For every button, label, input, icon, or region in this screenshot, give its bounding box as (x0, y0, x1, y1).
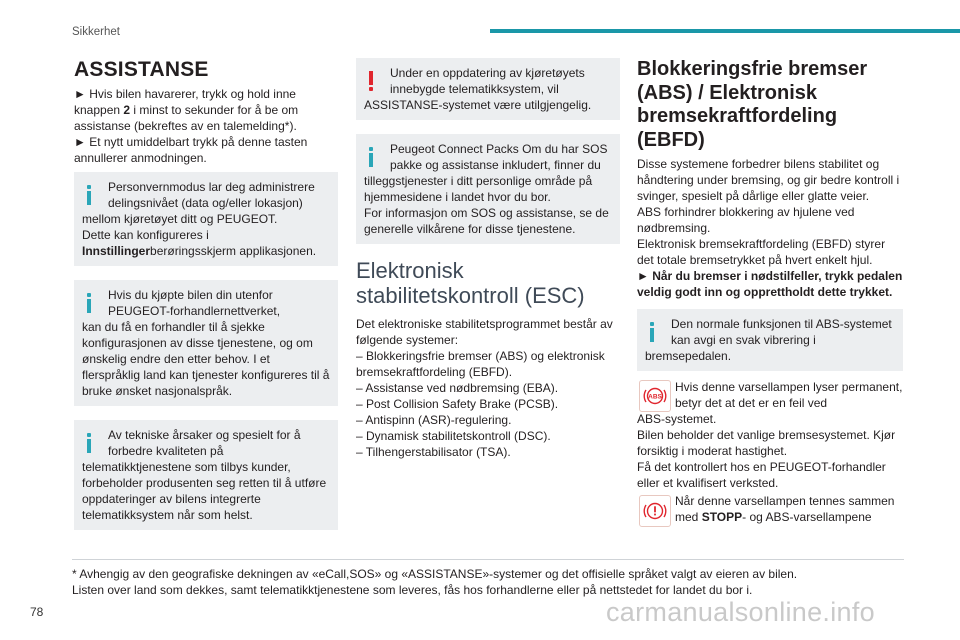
column-abs (637, 58, 903, 525)
abs-warning-lamp-icon (639, 380, 671, 412)
info-icon (83, 433, 95, 455)
info-icon (365, 147, 377, 169)
abs-instruction: ► Når du bremser i nødstilfeller, trykk pedalen veldig godt inn og opprettholdt dette trykket. (637, 269, 903, 299)
list-item: – Blokkeringsfrie bremser (ABS) og elektronisk bremsekraftfordeling (EBFD). (356, 349, 605, 379)
list-item: – Dynamisk stabilitetskontroll (DSC). (356, 429, 551, 443)
abs-title: Blokkeringsfrie bremser (ABS) / Elektronisk bremsekraftfordeling (EBFD) (637, 58, 868, 151)
watermark: carmanualsonline.info (606, 597, 875, 627)
svg-text:ABS: ABS (648, 393, 662, 401)
info-icon (646, 322, 658, 344)
page-number: 78 (30, 605, 44, 619)
warning-icon (365, 71, 377, 93)
header-accent-bar (490, 29, 960, 33)
update-warning-note: Under en oppdatering av kjøretøyets innebygde telematikksystem, vil ASSISTANSE-systemet være utilgjengelig. (356, 58, 620, 120)
column-assistance (74, 58, 338, 544)
brake-warning-lamp-icon (639, 495, 671, 527)
dealer-network-note: Hvis du kjøpte bilen din utenfor PEUGEOT-forhandlernettverket, kan du få en forhandler til å sjekke konfigurasjonen av disse tjenestene, og om ønskelig endre den etter behov. I et flerspråklig land kan tjenester konfigureres til å bruke ønsket nasjonalspråk. (74, 280, 338, 406)
esc-title: Elektronisk stabilitetskontroll (ESC) (356, 258, 585, 308)
brake-lamp-block: Når denne varsellampen tennes sammen med STOPP- og ABS-varsellampene (637, 493, 903, 525)
esc-system-list (356, 348, 620, 460)
list-item: – Tilhengerstabilisator (TSA). (356, 445, 511, 459)
assistance-instruction-2: ► Et nytt umiddelbart trykk på denne tasten annullerer anmodningen. (74, 135, 308, 165)
abs-body: Disse systemene forbedrer bilens stabilitet og håndtering under bremsing, og gir bedre kontroll i svinger, spesielt på dårlige eller glatte veier. ABS forhindrer blokkering av hjulene ved nødbremsing. Elektronisk bremsekraftfordeling (EBFD) styrer det totale bremsetrykket på hvert enkelt hjul. (637, 157, 900, 267)
assistance-title: ASSISTANSE (74, 58, 209, 81)
section-header: Sikkerhet (72, 26, 120, 38)
assistance-instruction-1: ► Hvis bilen havarerer, trykk og hold inne knappen 2 i minst to sekunder for å be om assistanse (bekreftes av en talemelding*). (74, 87, 299, 133)
list-item: – Post Collision Safety Brake (PCSB). (356, 397, 559, 411)
updates-note: Av tekniske årsaker og spesielt for å forbedre kvaliteten på telematikktjenestene som tilbys kunder, forbeholder produsenten seg retten til å utføre oppdateringer av bilens integrerte telematikksystem når som helst. (74, 420, 338, 530)
list-item: – Antispinn (ASR)-regulering. (356, 413, 512, 427)
info-icon (83, 185, 95, 207)
privacy-note: Personvernmodus lar deg administrere delingsnivået (data og/eller lokasjon) mellom kjøretøyet ditt og PEUGEOT. Dette kan konfigureres i Innstillingerberøringsskjerm applikasjonen. (74, 172, 338, 266)
footnote: * Avhengig av den geografiske dekningen av «eCall,SOS» og «ASSISTANSE»-systemer og det offisielle språket valgt av eieren av bilen. Listen over land som dekkes, samt telematikktjenestene som leveres, fås hos forhandlerne eller på nettstedet for landet du bor i. (72, 567, 798, 597)
column-esc (356, 58, 620, 460)
abs-lamp-block: ABS Hvis denne varsellampen lyser permanent, betyr det at det er en feil ved ABS-systemet. Bilen beholder det vanlige bremsesystemet. Kjør forsiktig i moderat hastighet. Få det kontrollert hos en PEUGEOT-forhandler eller et kvalifisert verksted. (637, 380, 903, 490)
connect-packs-note: Peugeot Connect Packs Om du har SOS pakke og assistanse inkludert, finner du tilleggstjenester i ditt personlige område på hjemmesidene i landet hvor du bor. For informasjon om SOS og assistanse, se de generelle vilkårene for disse tjenestene. (356, 134, 620, 244)
info-icon (83, 293, 95, 315)
list-item: – Assistanse ved nødbremsing (EBA). (356, 381, 559, 395)
abs-vibration-note: Den normale funksjonen til ABS-systemet kan avgi en svak vibrering i bremsepedalen. (637, 309, 903, 371)
esc-intro: Det elektroniske stabilitetsprogrammet består av følgende systemer: (356, 317, 613, 347)
footer-divider (72, 559, 904, 560)
